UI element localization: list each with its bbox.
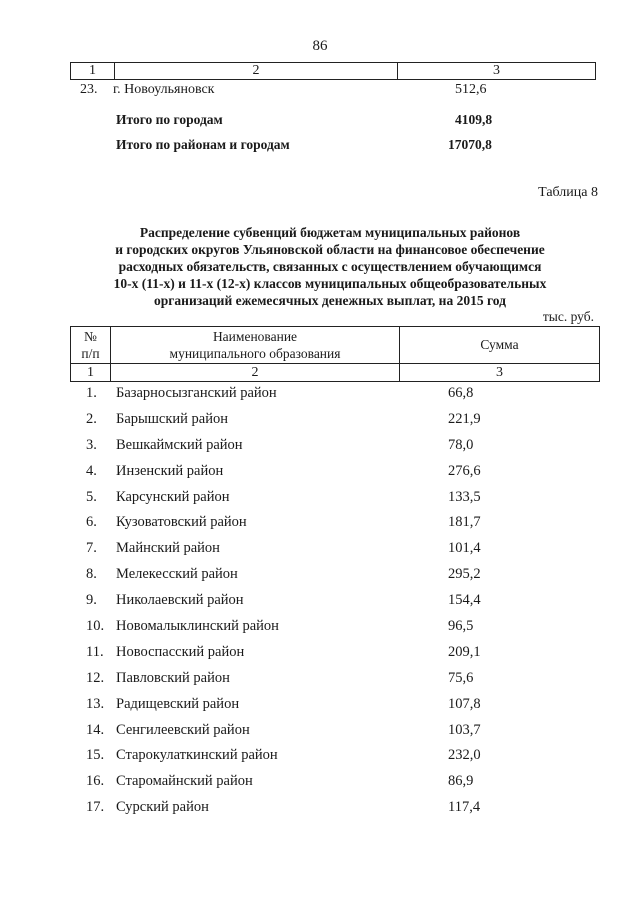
row-name: Инзенский район: [116, 462, 224, 479]
row-value: 276,6: [448, 462, 481, 479]
table-row: [0, 722, 640, 748]
col-2-index: 2: [115, 63, 398, 79]
row-number: 15.: [86, 747, 105, 764]
row-value: 96,5: [448, 618, 474, 635]
row-value: 181,7: [448, 514, 481, 531]
row-number: 5.: [86, 488, 97, 505]
row-value: 512,6: [455, 82, 487, 97]
table-row: [0, 799, 640, 825]
row-number: 6.: [86, 514, 97, 531]
index-col-2: 2: [111, 364, 400, 381]
title-line: 10-х (11-х) и 11-х (12-х) классов муниципальных общеобразовательных: [113, 276, 547, 291]
title-line: Распределение субвенций бюджетам муниципальных районов: [139, 225, 521, 240]
total-all-value: 17070,8: [448, 137, 492, 152]
table-row: [0, 670, 640, 696]
row-name: Сенгилеевский район: [116, 721, 250, 738]
row-name: Майнский район: [116, 540, 220, 557]
row-name: Базарносызганский район: [116, 385, 277, 401]
index-col-1: 1: [71, 364, 111, 381]
row-name: Мелекесский район: [116, 566, 238, 583]
row-number: 12.: [86, 669, 105, 686]
table-row: [0, 618, 640, 644]
unit-label: тыс. руб.: [542, 309, 594, 324]
row-number: 7.: [86, 540, 97, 557]
total-all-label: Итого по районам и городам: [116, 137, 290, 152]
row-name: Барышский район: [116, 410, 228, 427]
row-number: 23.: [80, 82, 98, 97]
row-name: Старомайнский район: [116, 773, 253, 790]
row-name: Вешкаймский район: [116, 436, 243, 453]
row-name: г. Новоульяновск: [113, 82, 215, 97]
row-name: Старокулаткинский район: [116, 747, 278, 764]
header-num-line: №: [84, 329, 97, 344]
row-number: 13.: [86, 695, 105, 712]
total-cities-label: Итого по городам: [116, 112, 223, 127]
row-name: Карсунский район: [116, 488, 230, 505]
table-row: [0, 411, 640, 437]
table-row: [0, 514, 640, 540]
row-value: 107,8: [448, 695, 481, 712]
header-name: [111, 327, 400, 363]
row-name: Радищевский район: [116, 695, 240, 712]
main-table-header: [70, 326, 600, 364]
title-line: организаций ежемесячных денежных выплат, на 2015 год: [154, 293, 506, 308]
row-value: 78,0: [448, 436, 474, 453]
header-name-line: Наименование: [212, 329, 298, 344]
table-row: [0, 385, 640, 411]
row-number: 10.: [86, 618, 105, 635]
index-col-3: 3: [496, 365, 503, 380]
table-label: Таблица 8: [538, 185, 598, 200]
row-value: 154,4: [448, 592, 481, 609]
row-number: 9.: [86, 592, 97, 609]
row-number: 17.: [86, 799, 105, 816]
row-number: 3.: [86, 436, 97, 453]
title-line: и городских округов Ульяновской области на финансовое обеспечение: [115, 242, 545, 257]
row-number: 11.: [86, 643, 104, 660]
title-line: расходных обязательств, связанных с осуществлением обучающимся: [118, 259, 542, 274]
col-1-index: 1: [71, 63, 115, 79]
row-number: 1.: [86, 385, 97, 401]
header-name-line: муниципального образования: [169, 346, 341, 361]
row-name: Кузоватовский район: [116, 514, 247, 531]
continuation-table-header: [70, 62, 596, 80]
row-number: 8.: [86, 566, 97, 583]
table-row: [0, 566, 640, 592]
total-cities-value: 4109,8: [455, 112, 493, 127]
row-name: Павловский район: [116, 669, 230, 686]
row-value: 66,8: [448, 385, 474, 401]
row-value: 133,5: [448, 488, 481, 505]
table-row: [0, 696, 640, 722]
table-row: [0, 463, 640, 489]
row-value: 86,9: [448, 773, 474, 790]
table-row: [0, 592, 640, 618]
row-value: 221,9: [448, 410, 481, 427]
row-number: 14.: [86, 721, 105, 738]
header-num-line: п/п: [81, 346, 100, 361]
main-table-body: [0, 385, 640, 825]
table-row: [0, 747, 640, 773]
row-value: 209,1: [448, 643, 481, 660]
row-number: 4.: [86, 462, 97, 479]
main-table-index-row: [70, 363, 600, 382]
row-name: Сурский район: [116, 799, 209, 816]
table-row: [0, 489, 640, 515]
header-num: [71, 327, 111, 363]
page-number: 86: [312, 38, 328, 54]
table-row: [0, 644, 640, 670]
row-value: 232,0: [448, 747, 481, 764]
header-sum: Сумма: [480, 337, 519, 352]
row-value: 117,4: [448, 799, 481, 816]
row-value: 103,7: [448, 721, 481, 738]
table-row: [0, 437, 640, 463]
row-number: 2.: [86, 410, 97, 427]
row-name: Новомалыклинский район: [116, 618, 279, 635]
table-row: [0, 540, 640, 566]
row-name: Николаевский район: [116, 592, 244, 609]
row-value: 75,6: [448, 669, 474, 686]
row-number: 16.: [86, 773, 105, 790]
table-row: [0, 773, 640, 799]
row-value: 101,4: [448, 540, 481, 557]
row-name: Новоспасский район: [116, 643, 245, 660]
row-value: 295,2: [448, 566, 481, 583]
col-3-index: 3: [493, 63, 500, 78]
table-title: [60, 224, 600, 309]
